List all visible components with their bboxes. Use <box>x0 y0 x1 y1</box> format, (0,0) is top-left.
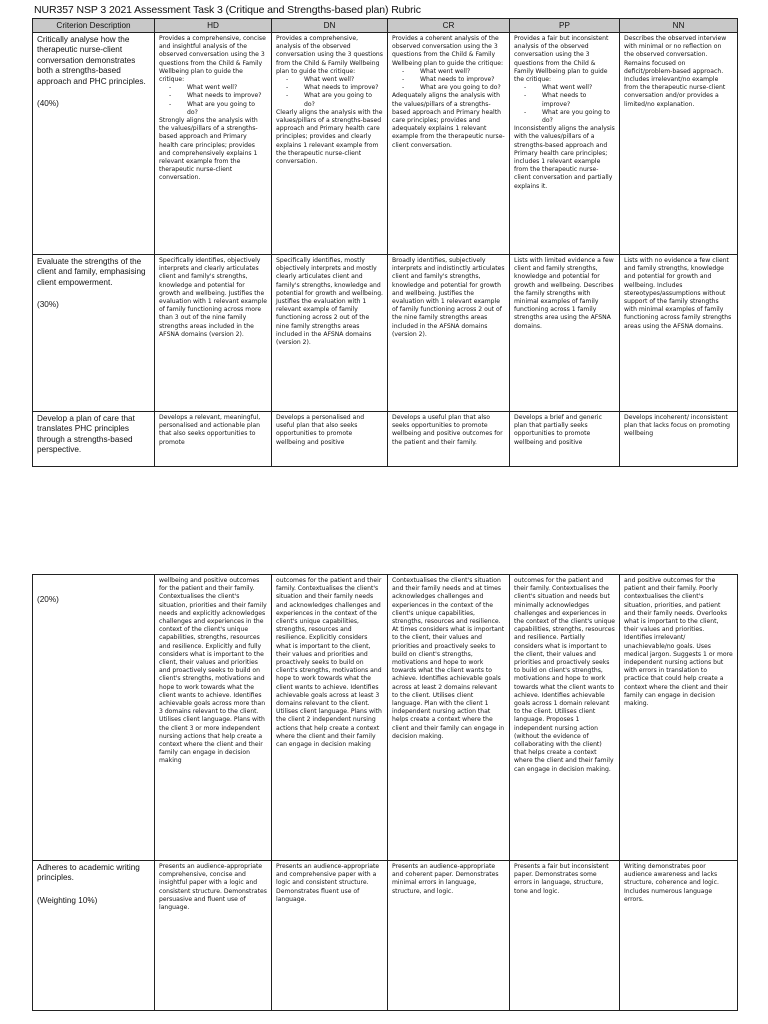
table-row <box>33 861 738 1011</box>
criterion-weight: (20%) <box>37 595 59 604</box>
hd-text: Provides a comprehensive, concise and insightful analysis of the observed conversation using the 3 questions from the Child & Family Wellbeing plan to guide the critique: <box>159 35 266 84</box>
nn-text: Describes the observed interview with minimal or no reflection on the observed conversation. Remains focused on deficit/problem-based approach. Includes irrelevant/no example from the therapeutic nurse-client conversation and/or provides a limited/no explanation. <box>624 35 727 108</box>
criterion-text: Evaluate the strengths of the client and family, emphasising client empowerment. <box>37 257 146 287</box>
nn-cell: and positive outcomes for the patient and their family. Poorly contextualises the client's situation, priorities, and patient and their family needs. Overlooks what is important to the client, their values and priorities. Identifies irrelevant/ unachievable/no goals. Uses medical jargon. Suggests 1 or more independent nursing actions but with errors in translation to practice that could help create a context where the client and their family can engage in decision making. <box>620 575 738 861</box>
header-dn: DN <box>272 19 388 33</box>
pp-cell: Develops a brief and generic plan that partially seeks opportunities to promote wellbeing and positive <box>510 412 620 467</box>
header-criterion: Criterion Description <box>33 19 155 33</box>
hd-cell <box>155 33 272 255</box>
cr-cell: Contextualises the client's situation and their family needs and at times acknowledges challenges and experiences in the context of the client's unique capabilities, strengths, resources and resilience. At times considers what is important to the client, their values and priorities and proactively seeks to build on client's strengths, motivations and hope to work towards what the client wants to achieve. Identifies achievable goals across at least 2 domains relevant to the client. Utilises client language. Plan with the client 1 independent nursing action that helps create a context where the client and their family can engage in decision making. <box>388 575 510 861</box>
criterion-cell <box>33 255 155 412</box>
dn-text: Provides a comprehensive, analysis of the observed conversation using the 3 questions from the Child & Family Wellbeing plan to guide the critique: <box>276 35 383 75</box>
list-item: - What needs to improve? <box>402 76 505 84</box>
list-item: - What are you going to do? <box>524 109 615 125</box>
table-row <box>33 255 738 412</box>
pp-cell: outcomes for the patient and their family. Contextualises the client's situation and needs but minimally acknowledges challenges and experiences in the context of the client's unique capabilities, strengths, resources and resilience. Partially considers what is important to the client, their values and priorities and proactively seeks to build on client's strengths, motivations and hope to work towards what the client wants to achieve. Identifies achievable goals across 1 domain relevant to the client. Utilises client language. Proposes 1 independent nursing action (without the evidence of collaborating with the client) that helps create a context where the client and their family can engage in decision making. <box>510 575 620 861</box>
criterion-weight: (Weighting 10%) <box>37 895 98 905</box>
criterion-cell <box>33 33 155 255</box>
list-item: - What are you going to do? <box>169 101 267 117</box>
dn-cell: Specifically identifies, mostly objectively interprets and mostly clearly articulates client and family's strengths, knowledge and potential for growth and wellbeing. Justifies the evaluation with 1 relevant example of family functioning across 2 out of the nine family strengths areas included in the AFSNA domains (version 2). <box>272 255 388 412</box>
cr-cell: Broadly identifies, subjectively interprets and indistinctly articulates client and family's strengths, knowledge and potential for growth and wellbeing. Justifies the evaluation with 1 relevant example of family functioning across 2 out of the nine family strengths areas included in the AFSNA domains (version 2). <box>388 255 510 412</box>
hd-cell: Specifically identifies, objectively interprets and clearly articulates client and family's strengths, knowledge and potential for growth and wellbeing. Justifies the evaluation with 1 relevant example of family functioning across more than 3 out of the nine family strengths areas included in the AFSNA domains (version 2). <box>155 255 272 412</box>
criterion-text: Adheres to academic writing principles. <box>37 863 140 883</box>
rubric-table-page-1 <box>32 18 738 467</box>
list-item: - What needs to improve? <box>286 84 383 92</box>
pp-question-list <box>514 84 615 125</box>
list-item: - What went well? <box>524 84 615 92</box>
hd-cell: Presents an audience-appropriate comprehensive, concise and insightful paper with a logic and consistent structure. Demonstrates persuasive and fluent use of language. <box>155 861 272 1011</box>
nn-cell <box>620 33 738 255</box>
dn-cell: outcomes for the patient and their family. Contextualises the client's situation and their family needs and acknowledges challenges and experiences in the context of the client's unique capabilities, strengths, resources and resilience. Explicitly considers what is important to the client, their values and priorities and proactively seeks to build on client's strengths, motivations and hope to work towards what the client wants to achieve. Identifies achievable goals across at least 3 domains relevant to the client. Utilises client language. Plans with the client 2 independent nursing actions that help create a context where the client and their family can engage in decision making <box>272 575 388 861</box>
header-nn: NN <box>620 19 738 33</box>
table-row <box>33 575 738 861</box>
criterion-cell <box>33 861 155 1011</box>
dn-cell: Presents an audience-appropriate and comprehensive paper with a logic and consistent structure. Demonstrates fluent use of language. <box>272 861 388 1011</box>
list-item: - What are you going to do? <box>402 84 505 92</box>
hd-cell: wellbeing and positive outcomes for the patient and their family. Contextualises the client's situation, priorities and their family needs and explicitly acknowledges challenges and experiences in the context of the client's unique capabilities, strengths, resources and resilience. Explicitly and fully considers what is important to the client, their values and priorities and proactively seeks to build on client's strengths, motivations and hope to work towards what the client wants to achieve. Identifies achievable goals across more than 3 domains relevant to the client. Utilises client language. Plans with the client 3 or more independent nursing actions that help create a context where the client and their family can engage in decision making <box>155 575 272 861</box>
criterion-weight: (40%) <box>37 99 59 109</box>
rubric-table-page-2 <box>32 574 738 1011</box>
header-hd: HD <box>155 19 272 33</box>
criterion-weight: (30%) <box>37 300 59 310</box>
cr-text-after: Adequately aligns the analysis with the values/pillars of a strengths-based approach and Primary health care principles; provides and adequately explains 1 relevant example from the therapeutic nurse-client conversation. <box>392 92 505 149</box>
list-item: - What are you going to do? <box>286 92 383 108</box>
header-row <box>33 19 738 33</box>
criterion-cell <box>33 575 155 861</box>
cr-cell: Presents an audience-appropriate and coherent paper. Demonstrates minimal errors in language, structure, and logic. <box>388 861 510 1011</box>
pp-cell: Presents a fair but inconsistent paper. Demonstrates some errors in language, structure, tone and logic. <box>510 861 620 1011</box>
cr-question-list <box>392 68 505 93</box>
dn-cell <box>272 33 388 255</box>
list-item: - What went well? <box>169 84 267 92</box>
pp-text: Provides a fair but inconsistent analysis of the observed conversation using the 3 questions from the Child & Family Wellbeing plan to guide the critique: <box>514 35 609 84</box>
dn-cell: Develops a personalised and useful plan that also seeks opportunities to promote wellbeing and positive <box>272 412 388 467</box>
hd-text-after: Strongly aligns the analysis with the values/pillars of a strengths-based approach and Primary health care principles; provides and comprehensively explains 1 relevant example from the therapeutic nurse-client conversation. <box>159 117 258 182</box>
table-row <box>33 412 738 467</box>
list-item: - What went well? <box>402 68 505 76</box>
nn-cell: Lists with no evidence a few client and family strengths, knowledge and potential for growth and wellbeing. Includes stereotypes/assumptions without support of the family strengths with minimal examples of family functioning across family strengths areas using the AFSNA domains. <box>620 255 738 412</box>
dn-text-after: Clearly aligns the analysis with the values/pillars of a strengths-based approach and Primary health care principles; provides and clearly explains 1 relevant example from the therapeutic nurse-client conversation. <box>276 108 383 166</box>
hd-question-list <box>159 84 267 117</box>
table-row <box>33 33 738 255</box>
cr-text: Provides a coherent analysis of the observed conversation using the 3 questions from the Child & Family Wellbeing plan to guide the critique: <box>392 35 504 67</box>
list-item: - What went well? <box>286 76 383 84</box>
criterion-text: Develop a plan of care that translates PHC principles through a strengths-based perspective. <box>37 414 135 455</box>
pp-cell: Lists with limited evidence a few client and family strengths, knowledge and potential for growth and wellbeing. Describes the family strengths with minimal examples of family functioning across 1 family strengths area using the AFSNA domains. <box>510 255 620 412</box>
dn-question-list <box>276 76 383 109</box>
hd-cell: Develops a relevant, meaningful, personalised and actionable plan that also seeks opportunities to promote <box>155 412 272 467</box>
header-pp: PP <box>510 19 620 33</box>
pp-text-after: Inconsistently aligns the analysis with the values/pillars of a strengths-based approach and Primary health care principles; includes 1 relevant example from the therapeutic nurse-client conversation and partially explains it. <box>514 125 615 190</box>
document-title: NUR357 NSP 3 2021 Assessment Task 3 (Critique and Strengths-based plan) Rubric <box>34 4 421 16</box>
header-cr: CR <box>388 19 510 33</box>
criterion-cell <box>33 412 155 467</box>
cr-cell: Develops a useful plan that also seeks opportunities to promote wellbeing and positive outcomes for the patient and their family. <box>388 412 510 467</box>
list-item: - What needs to improve? <box>524 92 615 108</box>
nn-cell: Writing demonstrates poor audience awareness and lacks structure, coherence and logic. Includes numerous language errors. <box>620 861 738 1011</box>
cr-cell <box>388 33 510 255</box>
criterion-text: Critically analyse how the therapeutic nurse-client conversation demonstrates both a strengths-based approach and PHC principles. <box>37 35 146 86</box>
pp-cell <box>510 33 620 255</box>
list-item: - What needs to improve? <box>169 92 267 100</box>
nn-cell: Develops incoherent/ inconsistent plan that lacks focus on promoting wellbeing <box>620 412 738 467</box>
